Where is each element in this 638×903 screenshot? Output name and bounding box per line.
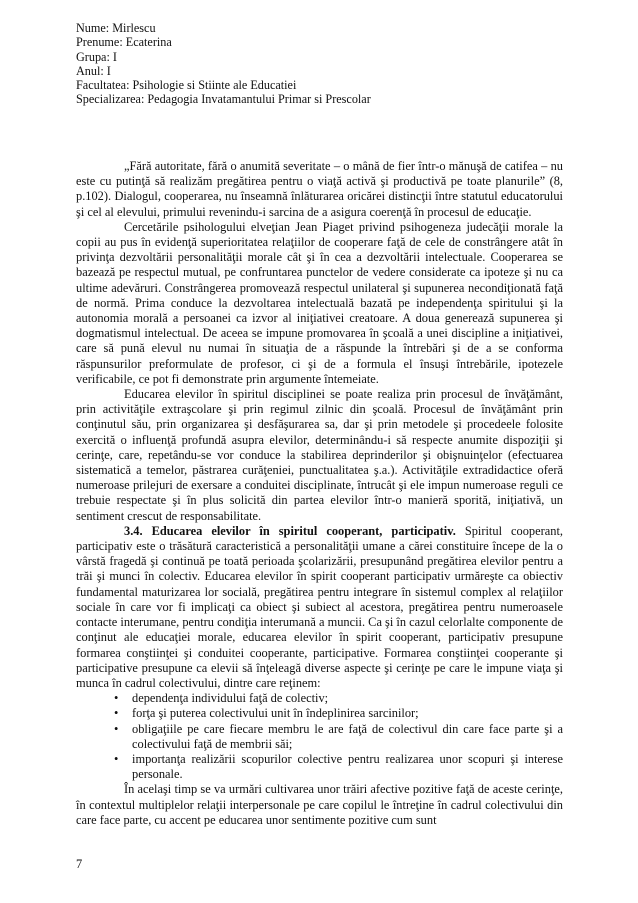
bullet-icon: • — [114, 691, 119, 706]
list-item-text: importanţa realizării scopurilor colective pentru realizarea unor scopuri şi interese personale. — [132, 751, 563, 782]
student-header — [76, 21, 576, 107]
paragraph-discipline: Educarea elevilor în spiritul disciplinei se poate realiza prin procesul de învăţământ, prin activităţile extraşcolare şi prin regimul zilnic din şcoală. Procesul de învăţământ prin conţinutul său, prin organizarea şi desfăşurarea sa, dar şi prin metodele şi procedeele folosite exercită o influenţă profundă asupra elevilor, determinându-i să respecte anumite dispoziţii şi cerinţe, care, repetându-se vor conduce la stabilirea deprinderilor şi obişnuinţelor (efectuarea sistematică a temelor, păstrarea curăţeniei, punctualitatea ş.a.). Activităţile extradidactice oferă numeroase prilejuri de exersare a conduitei disciplinate, întrucât şi ele impun numeroase reguli ce trebuie respectate şi în plus solicită din partea elevilor într-o manieră sporită, iniţiativă, un sentiment crescut de responsabilitate. — [76, 387, 563, 523]
bullet-list — [76, 691, 563, 782]
bullet-icon: • — [114, 721, 119, 736]
header-nume: Nume: Mirlescu — [76, 21, 156, 35]
list-item — [114, 751, 563, 782]
list-item — [114, 721, 563, 752]
list-item-text: forţa şi puterea colectivului unit în îndeplinirea sarcinilor; — [132, 706, 419, 721]
paragraph-piaget: Cercetările psihologului elveţian Jean Piaget privind psihogeneza judecăţii morale la copii au pus în evidenţă superioritatea relaţiilor de cooperare faţă de cele de constrângere atât în privinţa dezvoltării personalităţii morale cât şi în cea a dezvoltării intelectuale. Cooperarea se bazează pe respectul mutual, pe confruntarea punctelor de vedere considerate ca ipoteze şi nu ca ultime adevăruri. Constrângerea promovează respectul unilateral şi supunerea necondiţionată faţă de normă. Prima conduce la dezvoltarea intelectuală bazată pe independenţa spiritului şi la autonomia morală a persoanei ca izvor al iniţiativei creatoare. A doua generează supunerea şi dogmatismul intelectual. De aceea se impune promovarea în şcoală a unei discipline a iniţiativei, care să pună elevul nu numai în situaţia de a răspunde la întrebări şi de a se conforma răspunsurilor preformulate de profesor, ci şi de a formula el însuşi întrebările, ipotezele verificabile, ce pot fi demonstrate prin argumente întemeiate. — [76, 219, 563, 386]
paragraph-affective: În acelaşi timp se va urmări cultivarea unor trăiri afective pozitive faţă de aceste cerinţe, în contextul multiplelor relaţii interpersonale pe care copilul le întreţine în cadrul colectivului din care face parte, cu accent pe educarea unor sentimente pozitive cum sunt — [76, 782, 563, 827]
header-specializarea: Specializarea: Pedagogia Invatamantului Primar si Prescolar — [76, 92, 371, 107]
bullet-icon: • — [114, 751, 119, 766]
header-anul: Anul: I — [76, 63, 111, 78]
header-prenume: Prenume: Ecaterina — [76, 35, 172, 50]
paragraph-quote: „Fără autoritate, fără o anumită severitate – o mână de fier într-o mănuşă de catifea – nu este cu putinţă să realizăm pregătirea pentru o viaţă activă şi productivă pe toate planurile” (8, p.102). Dialogul, cooperarea, nu înseamnă înlăturarea oricărei distincţii între statutul educatorului şi cel al elevului, primului revenindu-i sarcina de a asigura coerenţă în procesul de educaţie. — [76, 159, 563, 219]
document-body — [76, 159, 563, 828]
header-facultatea: Facultatea: Psihologie si Stiinte ale Educatiei — [76, 78, 297, 93]
list-item — [114, 691, 563, 706]
section-text: Spiritul cooperant, participativ este o trăsătură caracteristică a personalităţii umane a cărei constituire începe de la o vârstă fragedă şi continuă pe toată perioada şcolarizării, presupunând pregătirea elevilor pentru a trăi şi munci în colectiv. Educarea elevilor în spirit cooperant participativ urmăreşte ca obiectiv fundamental maturizarea lor socială, pregătirea pentru integrare în sistemul complex al relaţiilor sociale în care vor fi implicaţi ca obiect şi subiect al acestora, pregătirea pentru numeroasele contacte interumane, pentru condiţia interumană a muncii. Ca şi în cazul celorlalte componente de conţinut ale educaţiei morale, educarea elevilor în spirit cooperant, participativ presupune formarea conştiinţei şi conduitei cooperante, participative. Formarea conştiinţei cooperante şi participative presupune ca elevii să înţeleagă diverse aspecte şi cerinţe pe care le impune viaţa şi munca în cadrul colectivului, dintre care reţinem: — [76, 523, 563, 690]
list-item-text: obligaţiile pe care fiecare membru le are faţă de colectivul din care face parte şi a colectivului faţă de membrii săi; — [132, 721, 563, 751]
page-number: 7 — [76, 857, 83, 871]
bullet-icon: • — [114, 706, 119, 721]
header-grupa: Grupa: I — [76, 49, 117, 64]
list-item-text: dependenţa individului faţă de colectiv; — [132, 691, 329, 706]
section-heading: 3.4. Educarea elevilor în spiritul cooperant, participativ. — [124, 523, 456, 538]
paragraph-cooperant — [76, 524, 563, 691]
list-item — [114, 706, 563, 721]
